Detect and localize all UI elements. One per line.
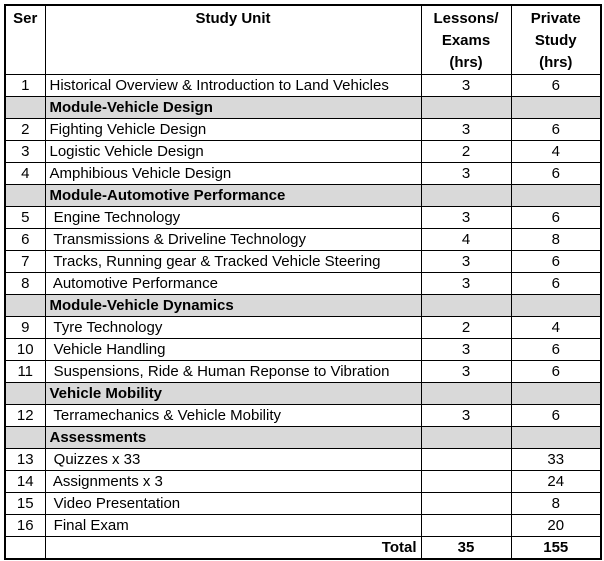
table-row	[5, 471, 601, 493]
lessons-cell: 2	[421, 317, 511, 339]
lessons-cell: 3	[421, 163, 511, 185]
ser-cell: 5	[5, 207, 45, 229]
private-study-cell: 6	[511, 273, 601, 295]
header-lessons-line-3: (hrs)	[449, 54, 483, 71]
study-unit-cell: Video Presentation	[45, 493, 421, 515]
ser-cell: 14	[5, 471, 45, 493]
study-units-table	[4, 4, 602, 560]
private-study-cell: 8	[511, 493, 601, 515]
private-study-cell: 6	[511, 251, 601, 273]
module-private-cell	[511, 295, 601, 317]
header-private-line-2: Study	[534, 32, 577, 49]
table-row	[5, 449, 601, 471]
lessons-cell: 4	[421, 229, 511, 251]
lessons-cell: 3	[421, 207, 511, 229]
module-row	[5, 295, 601, 317]
ser-cell: 7	[5, 251, 45, 273]
module-row	[5, 97, 601, 119]
header-study-unit: Study Unit	[45, 5, 421, 75]
study-unit-cell: Historical Overview & Introduction to Land Vehicles	[45, 75, 421, 97]
table-header-row	[5, 5, 601, 75]
ser-cell: 10	[5, 339, 45, 361]
table-row	[5, 207, 601, 229]
lessons-cell: 3	[421, 119, 511, 141]
header-ser: Ser	[5, 5, 45, 75]
lessons-cell	[421, 515, 511, 537]
module-lessons-cell	[421, 185, 511, 207]
private-study-cell: 24	[511, 471, 601, 493]
private-study-cell: 6	[511, 207, 601, 229]
module-title: Assessments	[45, 427, 421, 449]
ser-cell: 8	[5, 273, 45, 295]
module-lessons-cell	[421, 97, 511, 119]
lessons-cell: 2	[421, 141, 511, 163]
ser-cell: 4	[5, 163, 45, 185]
table-row	[5, 141, 601, 163]
module-row	[5, 427, 601, 449]
header-lessons-exams	[421, 5, 511, 75]
study-unit-cell: Terramechanics & Vehicle Mobility	[45, 405, 421, 427]
private-study-cell: 6	[511, 119, 601, 141]
header-lessons-line-1: Lessons/	[433, 10, 499, 27]
module-private-cell	[511, 383, 601, 405]
private-study-cell: 4	[511, 317, 601, 339]
lessons-cell: 3	[421, 75, 511, 97]
table-body	[5, 75, 601, 537]
study-unit-cell: Tyre Technology	[45, 317, 421, 339]
module-private-cell	[511, 185, 601, 207]
module-ser-cell	[5, 383, 45, 405]
study-unit-cell: Suspensions, Ride & Human Reponse to Vibration	[45, 361, 421, 383]
lessons-cell: 3	[421, 405, 511, 427]
study-unit-cell: Logistic Vehicle Design	[45, 141, 421, 163]
table-row	[5, 119, 601, 141]
module-row	[5, 383, 601, 405]
module-lessons-cell	[421, 427, 511, 449]
module-title: Module-Automotive Performance	[45, 185, 421, 207]
table-row	[5, 339, 601, 361]
study-unit-cell: Fighting Vehicle Design	[45, 119, 421, 141]
study-unit-cell: Engine Technology	[45, 207, 421, 229]
header-private-line-3: (hrs)	[539, 54, 573, 71]
private-study-cell: 4	[511, 141, 601, 163]
module-title: Vehicle Mobility	[45, 383, 421, 405]
total-ser-cell	[5, 537, 45, 560]
table-row	[5, 273, 601, 295]
header-lessons-line-2: Exams	[441, 32, 491, 49]
study-unit-cell: Vehicle Handling	[45, 339, 421, 361]
lessons-cell: 3	[421, 361, 511, 383]
total-label: Total	[45, 537, 421, 560]
ser-cell: 12	[5, 405, 45, 427]
private-study-cell: 6	[511, 339, 601, 361]
ser-cell: 2	[5, 119, 45, 141]
table-row	[5, 317, 601, 339]
header-private-study	[511, 5, 601, 75]
ser-cell: 1	[5, 75, 45, 97]
lessons-cell	[421, 493, 511, 515]
lessons-cell	[421, 471, 511, 493]
total-lessons: 35	[421, 537, 511, 560]
table-row	[5, 493, 601, 515]
ser-cell: 3	[5, 141, 45, 163]
ser-cell: 13	[5, 449, 45, 471]
private-study-cell: 6	[511, 361, 601, 383]
module-lessons-cell	[421, 383, 511, 405]
private-study-cell: 6	[511, 405, 601, 427]
lessons-cell	[421, 449, 511, 471]
table-row	[5, 163, 601, 185]
module-ser-cell	[5, 427, 45, 449]
private-study-cell: 20	[511, 515, 601, 537]
lessons-cell: 3	[421, 251, 511, 273]
study-unit-cell: Amphibious Vehicle Design	[45, 163, 421, 185]
ser-cell: 11	[5, 361, 45, 383]
table-row	[5, 229, 601, 251]
study-unit-cell: Final Exam	[45, 515, 421, 537]
lessons-cell: 3	[421, 339, 511, 361]
total-private: 155	[511, 537, 601, 560]
study-unit-cell: Automotive Performance	[45, 273, 421, 295]
table-row	[5, 405, 601, 427]
header-private-line-1: Private	[530, 10, 581, 27]
table-row	[5, 515, 601, 537]
private-study-cell: 6	[511, 163, 601, 185]
private-study-cell: 6	[511, 75, 601, 97]
ser-cell: 16	[5, 515, 45, 537]
ser-cell: 6	[5, 229, 45, 251]
module-private-cell	[511, 427, 601, 449]
module-private-cell	[511, 97, 601, 119]
ser-cell: 9	[5, 317, 45, 339]
study-unit-cell: Quizzes x 33	[45, 449, 421, 471]
private-study-cell: 8	[511, 229, 601, 251]
study-unit-cell: Transmissions & Driveline Technology	[45, 229, 421, 251]
module-title: Module-Vehicle Design	[45, 97, 421, 119]
module-ser-cell	[5, 185, 45, 207]
ser-cell: 15	[5, 493, 45, 515]
lessons-cell: 3	[421, 273, 511, 295]
total-row	[5, 537, 601, 560]
module-lessons-cell	[421, 295, 511, 317]
table-row	[5, 251, 601, 273]
private-study-cell: 33	[511, 449, 601, 471]
module-ser-cell	[5, 97, 45, 119]
table-row	[5, 75, 601, 97]
module-ser-cell	[5, 295, 45, 317]
module-row	[5, 185, 601, 207]
module-title: Module-Vehicle Dynamics	[45, 295, 421, 317]
study-unit-cell: Tracks, Running gear & Tracked Vehicle Steering	[45, 251, 421, 273]
table-row	[5, 361, 601, 383]
study-unit-cell: Assignments x 3	[45, 471, 421, 493]
